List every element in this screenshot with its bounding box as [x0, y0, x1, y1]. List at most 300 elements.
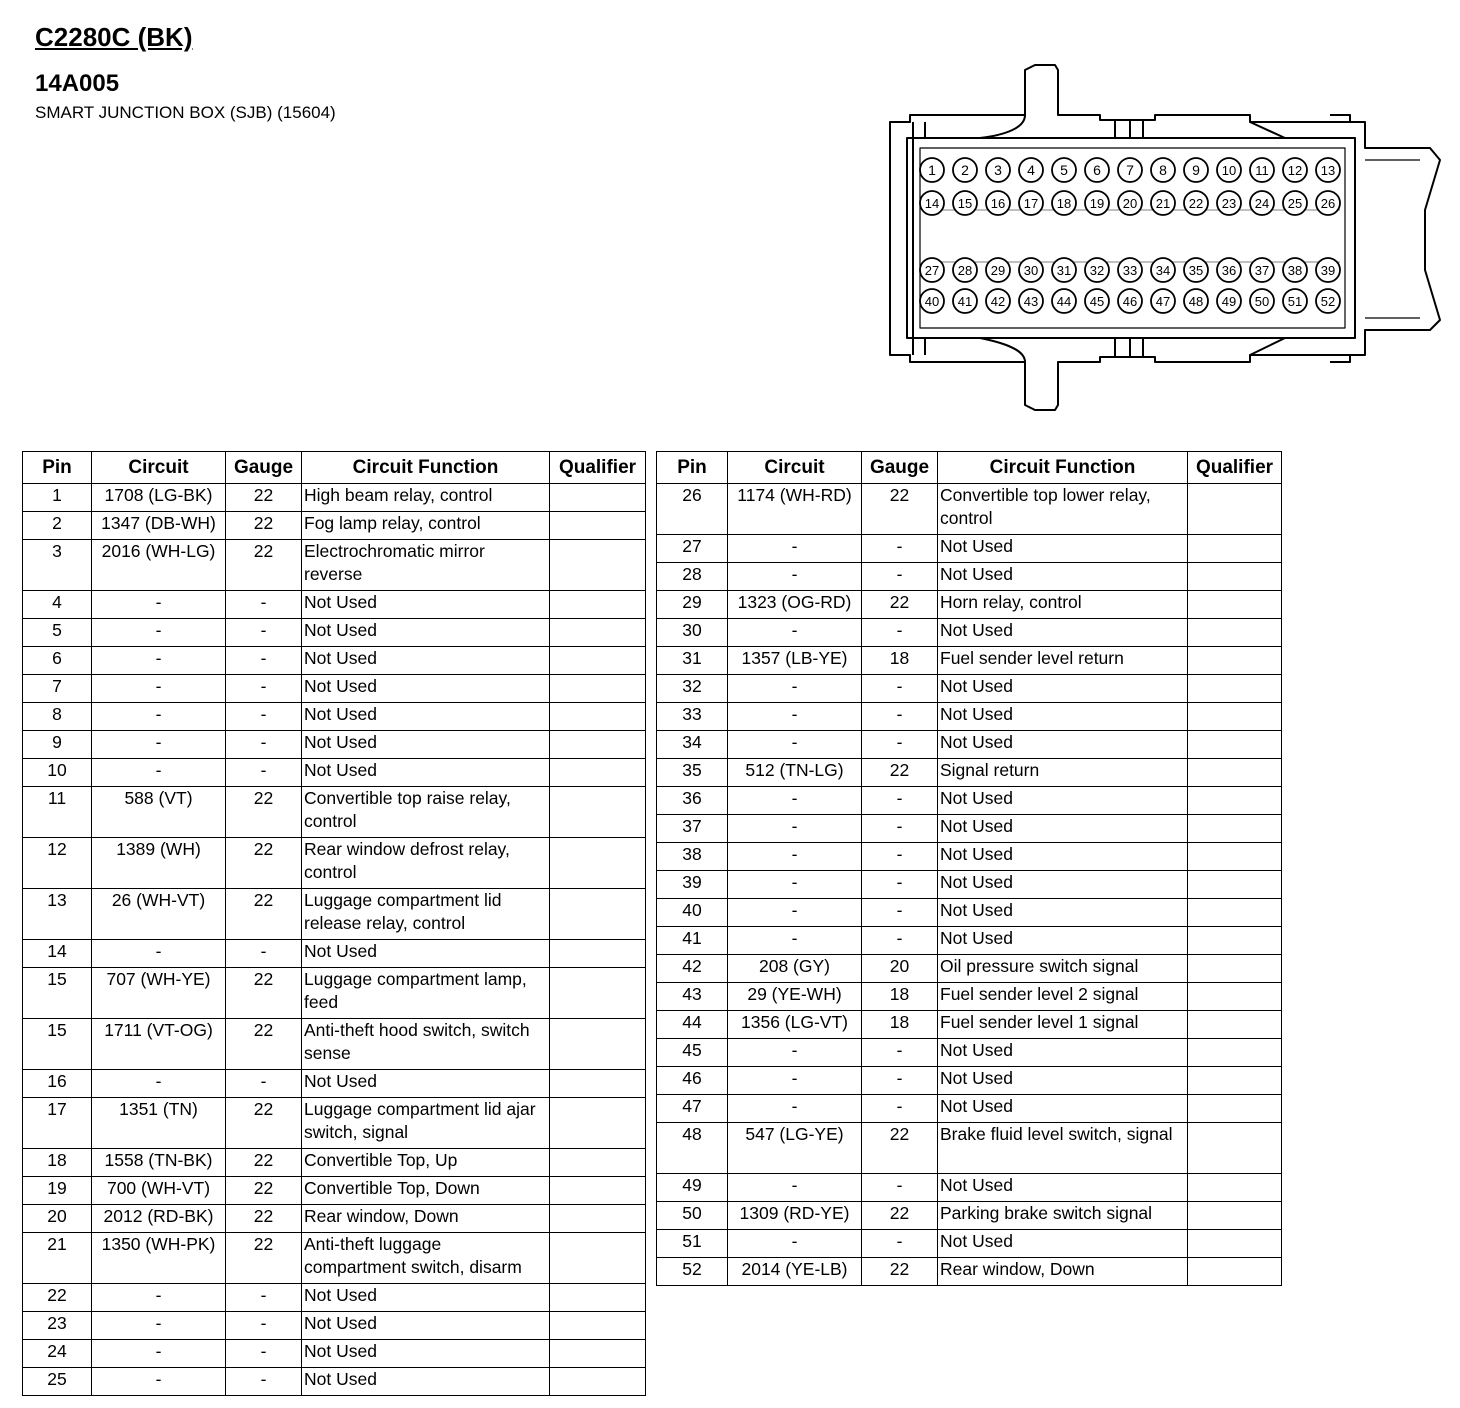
- pin-cavity: [1052, 258, 1076, 282]
- cell-circuit-function: Convertible Top, Down: [302, 1177, 550, 1205]
- table-row: [657, 787, 1282, 815]
- table-row: [657, 1230, 1282, 1258]
- cell-circuit-function: Fog lamp relay, control: [302, 512, 550, 540]
- pin-number: 2: [961, 162, 969, 178]
- pin-number: 43: [1023, 294, 1039, 309]
- cell-pin: 50: [657, 1202, 728, 1230]
- cell-qualifier: [1188, 1202, 1282, 1230]
- cell-qualifier: [1188, 731, 1282, 759]
- cell-pin: 3: [23, 540, 92, 591]
- cell-qualifier: [550, 1284, 646, 1312]
- cell-qualifier: [1188, 1230, 1282, 1258]
- cell-gauge: -: [862, 1230, 938, 1258]
- cell-circuit-function: Convertible top lower relay, control: [938, 484, 1188, 535]
- pin-number: 11: [1255, 163, 1269, 178]
- pin-number: 3: [994, 162, 1002, 178]
- cell-gauge: -: [862, 927, 938, 955]
- cell-circuit: -: [92, 1284, 226, 1312]
- table-row: [657, 535, 1282, 563]
- cell-circuit-function: Not Used: [302, 647, 550, 675]
- cell-circuit: 29 (YE-WH): [728, 983, 862, 1011]
- cell-pin: 46: [657, 1067, 728, 1095]
- table-row: [23, 1368, 646, 1396]
- cell-pin: 19: [23, 1177, 92, 1205]
- cell-pin: 9: [23, 731, 92, 759]
- cell-circuit: 1389 (WH): [92, 838, 226, 889]
- pin-number: 51: [1287, 294, 1303, 309]
- cell-circuit-function: Convertible top raise relay, control: [302, 787, 550, 838]
- cell-qualifier: [1188, 1039, 1282, 1067]
- cell-gauge: -: [226, 731, 302, 759]
- pin-number: 15: [957, 196, 973, 211]
- cell-pin: 14: [23, 940, 92, 968]
- cell-qualifier: [550, 540, 646, 591]
- cell-circuit-function: Signal return: [938, 759, 1188, 787]
- cell-qualifier: [550, 1070, 646, 1098]
- pin-cavity: [1019, 191, 1043, 215]
- cell-qualifier: [550, 1177, 646, 1205]
- cell-circuit-function: Not Used: [938, 927, 1188, 955]
- cell-gauge: -: [226, 1340, 302, 1368]
- pin-number: 46: [1122, 294, 1138, 309]
- cell-qualifier: [1188, 1258, 1282, 1286]
- pin-cavity: [1151, 191, 1175, 215]
- cell-pin: 36: [657, 787, 728, 815]
- cell-qualifier: [1188, 843, 1282, 871]
- pin-number: 14: [924, 196, 940, 211]
- table-row: [23, 940, 646, 968]
- cell-circuit-function: Not Used: [938, 563, 1188, 591]
- cell-qualifier: [550, 968, 646, 1019]
- table-row: [23, 484, 646, 512]
- cell-circuit-function: High beam relay, control: [302, 484, 550, 512]
- cell-circuit-function: Not Used: [938, 871, 1188, 899]
- cell-circuit-function: Not Used: [302, 675, 550, 703]
- cell-circuit-function: Not Used: [938, 619, 1188, 647]
- cell-pin: 34: [657, 731, 728, 759]
- table-row: [657, 647, 1282, 675]
- pin-number: 42: [990, 294, 1006, 309]
- cell-circuit-function: Anti-theft hood switch, switch sense: [302, 1019, 550, 1070]
- table-row: [23, 675, 646, 703]
- cell-gauge: -: [226, 1368, 302, 1396]
- cell-circuit-function: Fuel sender level return: [938, 647, 1188, 675]
- cell-circuit-function: Not Used: [302, 703, 550, 731]
- table-row: [23, 703, 646, 731]
- cell-gauge: -: [226, 703, 302, 731]
- cell-qualifier: [550, 1368, 646, 1396]
- pin-number: 17: [1023, 196, 1039, 211]
- connector-id: C2280C (BK): [35, 22, 193, 52]
- cell-circuit: 588 (VT): [92, 787, 226, 838]
- table-row: [657, 675, 1282, 703]
- pin-number: 40: [924, 294, 940, 309]
- cell-circuit-function: Rear window, Down: [938, 1258, 1188, 1286]
- table-row: [23, 731, 646, 759]
- cell-pin: 20: [23, 1205, 92, 1233]
- pin-cavity: [1283, 258, 1307, 282]
- pin-number: 39: [1320, 263, 1336, 278]
- cell-circuit-function: Not Used: [938, 1039, 1188, 1067]
- pin-number: 44: [1056, 294, 1072, 309]
- cell-qualifier: [550, 731, 646, 759]
- cell-pin: 51: [657, 1230, 728, 1258]
- pin-cavity: [1184, 258, 1208, 282]
- cavity-layer: [920, 158, 1340, 313]
- cell-gauge: -: [226, 1284, 302, 1312]
- pin-cavity: [1184, 289, 1208, 313]
- table-row: [657, 731, 1282, 759]
- cell-gauge: 18: [862, 647, 938, 675]
- cell-pin: 4: [23, 591, 92, 619]
- cell-pin: 1: [23, 484, 92, 512]
- cell-qualifier: [550, 787, 646, 838]
- cell-gauge: -: [226, 759, 302, 787]
- cell-circuit: 512 (TN-LG): [728, 759, 862, 787]
- cell-qualifier: [550, 889, 646, 940]
- cell-gauge: -: [226, 1070, 302, 1098]
- cell-pin: 38: [657, 843, 728, 871]
- table-row: [23, 1340, 646, 1368]
- cell-gauge: 22: [862, 1123, 938, 1174]
- cell-circuit-function: Not Used: [938, 731, 1188, 759]
- cell-circuit-function: Not Used: [938, 1230, 1188, 1258]
- cell-pin: 26: [657, 484, 728, 535]
- header-gauge: Gauge: [862, 452, 938, 484]
- header-qualifier: Qualifier: [1188, 452, 1282, 484]
- cell-circuit-function: Fuel sender level 1 signal: [938, 1011, 1188, 1039]
- cell-qualifier: [1188, 1011, 1282, 1039]
- table-row: [657, 871, 1282, 899]
- pin-cavity: [1118, 191, 1142, 215]
- cell-circuit-function: Not Used: [302, 1070, 550, 1098]
- cell-gauge: 22: [226, 1098, 302, 1149]
- cell-gauge: -: [226, 647, 302, 675]
- pin-number: 6: [1093, 162, 1101, 178]
- cell-circuit: -: [728, 563, 862, 591]
- cell-gauge: -: [862, 843, 938, 871]
- table-row: [657, 843, 1282, 871]
- table-row: [657, 955, 1282, 983]
- cell-circuit: 1711 (VT-OG): [92, 1019, 226, 1070]
- pin-number: 5: [1060, 162, 1068, 178]
- cell-pin: 13: [23, 889, 92, 940]
- cell-qualifier: [550, 512, 646, 540]
- cell-gauge: 22: [226, 889, 302, 940]
- cell-circuit: -: [728, 619, 862, 647]
- cell-circuit: 1174 (WH-RD): [728, 484, 862, 535]
- pin-cavity: [1250, 158, 1274, 182]
- pin-number: 23: [1221, 196, 1237, 211]
- cell-pin: 29: [657, 591, 728, 619]
- header-circuit-function: Circuit Function: [938, 452, 1188, 484]
- table-row: [23, 619, 646, 647]
- cell-circuit-function: Not Used: [302, 619, 550, 647]
- cell-gauge: -: [862, 1095, 938, 1123]
- cell-circuit: -: [92, 703, 226, 731]
- pin-cavity: [1316, 158, 1340, 182]
- cell-gauge: -: [862, 563, 938, 591]
- cell-gauge: 18: [862, 983, 938, 1011]
- cell-qualifier: [1188, 983, 1282, 1011]
- cell-pin: 49: [657, 1174, 728, 1202]
- cell-circuit-function: Not Used: [938, 1067, 1188, 1095]
- pin-number: 26: [1320, 196, 1336, 211]
- table-header-row: [657, 452, 1282, 484]
- pin-cavity: [986, 158, 1010, 182]
- pin-number: 1: [928, 162, 936, 178]
- cell-gauge: -: [862, 675, 938, 703]
- cell-circuit: 2012 (RD-BK): [92, 1205, 226, 1233]
- cell-circuit-function: Electrochromatic mirror reverse: [302, 540, 550, 591]
- cell-circuit-function: Not Used: [302, 731, 550, 759]
- cell-circuit: 1558 (TN-BK): [92, 1149, 226, 1177]
- pin-cavity: [953, 158, 977, 182]
- pin-number: 25: [1287, 196, 1303, 211]
- cell-qualifier: [550, 703, 646, 731]
- cell-gauge: 22: [226, 484, 302, 512]
- cell-pin: 52: [657, 1258, 728, 1286]
- cell-circuit-function: Not Used: [938, 675, 1188, 703]
- pin-cavity: [1316, 289, 1340, 313]
- cell-circuit: 1323 (OG-RD): [728, 591, 862, 619]
- cell-pin: 23: [23, 1312, 92, 1340]
- pin-cavity: [1118, 258, 1142, 282]
- cell-circuit: 1357 (LB-YE): [728, 647, 862, 675]
- cell-circuit: 2014 (YE-LB): [728, 1258, 862, 1286]
- cell-circuit: -: [728, 535, 862, 563]
- cell-circuit: -: [92, 1368, 226, 1396]
- cell-pin: 8: [23, 703, 92, 731]
- table-row: [23, 1177, 646, 1205]
- cell-circuit: -: [92, 591, 226, 619]
- cell-qualifier: [1188, 484, 1282, 535]
- cell-circuit: -: [728, 927, 862, 955]
- cell-circuit-function: Horn relay, control: [938, 591, 1188, 619]
- cell-circuit-function: Luggage compartment lid ajar switch, signal: [302, 1098, 550, 1149]
- pin-cavity: [1250, 289, 1274, 313]
- cell-qualifier: [1188, 563, 1282, 591]
- pin-cavity: [1085, 258, 1109, 282]
- cell-pin: 16: [23, 1070, 92, 1098]
- cell-qualifier: [1188, 619, 1282, 647]
- pin-cavity: [1052, 191, 1076, 215]
- pin-number: 45: [1089, 294, 1105, 309]
- table-row: [657, 815, 1282, 843]
- cell-qualifier: [550, 675, 646, 703]
- pin-cavity: [1217, 289, 1241, 313]
- cell-circuit: -: [728, 1095, 862, 1123]
- pin-number: 49: [1221, 294, 1237, 309]
- cell-pin: 6: [23, 647, 92, 675]
- cell-circuit-function: Rear window defrost relay, control: [302, 838, 550, 889]
- pin-cavity: [986, 289, 1010, 313]
- pin-cavity: [920, 158, 944, 182]
- cell-qualifier: [1188, 955, 1282, 983]
- pin-number: 41: [957, 294, 973, 309]
- pin-cavity: [1316, 191, 1340, 215]
- cell-circuit: -: [92, 1070, 226, 1098]
- cell-gauge: -: [862, 871, 938, 899]
- pin-number: 37: [1254, 263, 1270, 278]
- pin-number: 24: [1254, 196, 1270, 211]
- pin-cavity: [1283, 158, 1307, 182]
- cell-gauge: -: [862, 731, 938, 759]
- header-circuit: Circuit: [92, 452, 226, 484]
- cell-pin: 5: [23, 619, 92, 647]
- cell-circuit: -: [728, 703, 862, 731]
- cell-circuit: -: [92, 619, 226, 647]
- table-row: [657, 484, 1282, 535]
- table-row: [23, 1098, 646, 1149]
- cell-qualifier: [550, 1149, 646, 1177]
- pin-cavity: [1184, 191, 1208, 215]
- cell-qualifier: [1188, 871, 1282, 899]
- cell-gauge: 20: [862, 955, 938, 983]
- cell-circuit: 1350 (WH-PK): [92, 1233, 226, 1284]
- cell-circuit: -: [728, 787, 862, 815]
- cell-circuit: 1708 (LG-BK): [92, 484, 226, 512]
- table-row: [23, 787, 646, 838]
- cell-gauge: -: [862, 1067, 938, 1095]
- cell-gauge: 22: [226, 838, 302, 889]
- pinout-table-right: [656, 451, 1282, 1286]
- cell-gauge: 22: [862, 1258, 938, 1286]
- cell-gauge: -: [226, 1312, 302, 1340]
- cell-qualifier: [1188, 927, 1282, 955]
- connector-face-diagram: [885, 60, 1445, 415]
- table-row: [657, 899, 1282, 927]
- table-row: [657, 703, 1282, 731]
- part-number: 14A005: [35, 70, 120, 97]
- cell-circuit-function: Not Used: [938, 1174, 1188, 1202]
- cell-circuit-function: Not Used: [302, 1368, 550, 1396]
- pin-cavity: [1283, 191, 1307, 215]
- pin-cavity: [1151, 158, 1175, 182]
- cell-qualifier: [1188, 1174, 1282, 1202]
- pin-number: 30: [1023, 263, 1039, 278]
- pin-number: 27: [924, 263, 940, 278]
- cell-pin: 45: [657, 1039, 728, 1067]
- header-qualifier: Qualifier: [550, 452, 646, 484]
- cell-qualifier: [1188, 1095, 1282, 1123]
- cell-qualifier: [1188, 703, 1282, 731]
- cell-circuit-function: Not Used: [302, 759, 550, 787]
- pin-cavity: [1250, 258, 1274, 282]
- table-row: [657, 1123, 1282, 1174]
- table-row: [23, 591, 646, 619]
- cell-pin: 25: [23, 1368, 92, 1396]
- pin-cavity: [1217, 191, 1241, 215]
- cell-gauge: -: [862, 899, 938, 927]
- cell-pin: 15: [23, 968, 92, 1019]
- cell-pin: 12: [23, 838, 92, 889]
- pin-cavity: [1184, 158, 1208, 182]
- cell-circuit: 26 (WH-VT): [92, 889, 226, 940]
- pinout-table-left: [22, 451, 646, 1396]
- cell-circuit-function: Not Used: [302, 940, 550, 968]
- cell-qualifier: [550, 759, 646, 787]
- cell-gauge: -: [862, 1039, 938, 1067]
- table-row: [657, 591, 1282, 619]
- pin-cavity: [1019, 158, 1043, 182]
- table-row: [23, 968, 646, 1019]
- pin-number: 50: [1254, 294, 1270, 309]
- cell-circuit: -: [92, 759, 226, 787]
- cell-gauge: -: [226, 940, 302, 968]
- pin-number: 38: [1287, 263, 1303, 278]
- pin-cavity: [920, 258, 944, 282]
- pin-cavity: [1019, 289, 1043, 313]
- cell-gauge: 22: [226, 1149, 302, 1177]
- cell-gauge: 22: [862, 591, 938, 619]
- table-header-row: [23, 452, 646, 484]
- table-row: [23, 1205, 646, 1233]
- cell-gauge: 22: [226, 1233, 302, 1284]
- cell-circuit-function: Oil pressure switch signal: [938, 955, 1188, 983]
- cell-circuit: -: [728, 1067, 862, 1095]
- table-row: [23, 759, 646, 787]
- cell-gauge: -: [862, 787, 938, 815]
- table-row: [23, 1019, 646, 1070]
- pin-number: 52: [1320, 294, 1336, 309]
- cell-circuit: -: [728, 899, 862, 927]
- cell-qualifier: [1188, 787, 1282, 815]
- pin-cavity: [1019, 258, 1043, 282]
- table-row: [657, 1011, 1282, 1039]
- pin-number: 16: [990, 196, 1006, 211]
- cell-pin: 30: [657, 619, 728, 647]
- cell-pin: 27: [657, 535, 728, 563]
- cell-gauge: 22: [226, 968, 302, 1019]
- cell-gauge: -: [226, 675, 302, 703]
- pin-cavity: [1052, 289, 1076, 313]
- pin-number: 48: [1188, 294, 1204, 309]
- cell-circuit: -: [728, 731, 862, 759]
- cell-pin: 32: [657, 675, 728, 703]
- cell-qualifier: [550, 1340, 646, 1368]
- header-pin: Pin: [23, 452, 92, 484]
- pin-cavity: [1250, 191, 1274, 215]
- pin-number: 32: [1089, 263, 1105, 278]
- cell-circuit-function: Anti-theft luggage compartment switch, disarm: [302, 1233, 550, 1284]
- table-row: [23, 647, 646, 675]
- table-row: [23, 1070, 646, 1098]
- table-row: [657, 759, 1282, 787]
- pin-cavity: [1151, 289, 1175, 313]
- cell-circuit-function: Not Used: [302, 1340, 550, 1368]
- pin-cavity: [986, 258, 1010, 282]
- cell-circuit: -: [728, 1174, 862, 1202]
- cell-pin: 7: [23, 675, 92, 703]
- pin-number: 12: [1287, 163, 1303, 178]
- pin-cavity: [953, 191, 977, 215]
- table-row: [23, 540, 646, 591]
- cell-circuit: -: [728, 871, 862, 899]
- pin-number: 18: [1056, 196, 1072, 211]
- cell-circuit-function: Not Used: [938, 1095, 1188, 1123]
- table-row: [23, 838, 646, 889]
- cell-circuit: 1347 (DB-WH): [92, 512, 226, 540]
- cell-pin: 47: [657, 1095, 728, 1123]
- pin-number: 33: [1122, 263, 1138, 278]
- cell-circuit-function: Rear window, Down: [302, 1205, 550, 1233]
- header-circuit-function: Circuit Function: [302, 452, 550, 484]
- table-row: [657, 1174, 1282, 1202]
- pin-number: 10: [1221, 163, 1237, 178]
- pin-cavity: [1052, 158, 1076, 182]
- cell-gauge: -: [862, 703, 938, 731]
